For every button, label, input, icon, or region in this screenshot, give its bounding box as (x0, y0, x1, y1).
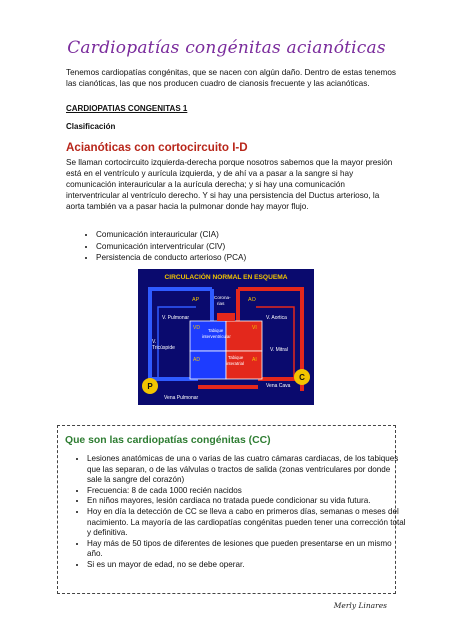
diagram-title: CIRCULACIÓN NORMAL EN ESQUEMA (164, 274, 288, 281)
definition-box (57, 425, 406, 594)
right-atrium (190, 351, 226, 379)
list-item: • En niños mayores, lesión cardiaca no tratada puede condicionar su vida futura. (87, 496, 407, 507)
label-vd: VD (193, 325, 200, 331)
label-vena-pulmonar: Vena Pulmonar (164, 395, 199, 401)
list-item: • Lesiones anatómicas de una o varias de las cuatro cámaras cardiacas, de los tabiques que las separan, o de las válvulas o tractos de salida (zonas ventriculares por donde sale la sangre del corazón) (87, 454, 407, 486)
label-v-mitral: V. Mitral (270, 347, 288, 353)
label-coronarias: Corona- (214, 295, 231, 300)
subsection-title: Clasificación (66, 122, 116, 131)
section-heading: Acianóticas con cortocircuito I-D (66, 141, 248, 154)
label-c: C (299, 373, 305, 382)
label-ap: AP (192, 297, 200, 303)
list-item: • Persistencia de conducto arterioso (PCA) (96, 252, 426, 264)
page-title: Cardiopatías congénitas acianóticas (67, 38, 386, 58)
label-coronarias-2: rias (217, 301, 225, 306)
coronary-block (217, 313, 235, 321)
defect-list (66, 229, 426, 264)
label-ao: AO (248, 297, 256, 303)
section-title: CARDIOPATIAS CONGENITAS 1 (66, 104, 188, 113)
label-v-tricuspide-2: Tricúspide (152, 345, 175, 351)
label-tabique-iv-2: interventricular (202, 334, 231, 339)
label-tabique-ia: Tabique (228, 355, 244, 360)
intro-paragraph: Tenemos cardiopatías congénitas, que se nacen con algún daño. Dentro de estas tenemos las cianóticas, las que nos producen cuadro de cianosis frecuente y las acianóticas. (66, 68, 396, 88)
list-item: • Si es un mayor de edad, no se debe operar. (87, 560, 407, 571)
label-p: P (147, 382, 153, 391)
box-heading: Que son las cardiopatías congénitas (CC) (65, 435, 271, 446)
list-item: • Comunicación interauricular (CIA) (96, 229, 426, 241)
label-ai: AI (252, 357, 257, 363)
label-v-aortica: V. Aortica (266, 315, 287, 321)
list-item: • Hoy en día la detección de CC se lleva a cabo en primeros días, semanas o meses del nacimiento. La mayoría de las cardiopatías congénitas pueden tener una corrección total y definitiva. (87, 507, 407, 539)
list-item: • Comunicación interventricular (CIV) (96, 241, 426, 253)
list-item: • Hay más de 50 tipos de diferentes de lesiones que pueden presentarse en un mismo año. (87, 539, 407, 560)
label-vi: VI (252, 325, 257, 331)
label-v-pulmonar: V. Pulmonar (162, 315, 190, 321)
circulation-diagram (138, 269, 314, 405)
body-paragraph: Se llaman cortocircuito izquierda-derecha porque nosotros sabemos que la mayor presión está en el ventrículo y aurícula izquierda, y de ahí va a pasar a la sangre si hay comunicación interauricular a la aurícula derecha; y si hay una comunicación interventricular al ventrículo derecho. Y si hay una persistencia del Ductus arterioso, la aorta también va a pasar hacia la pulmonar donde hay mayor flujo. (66, 158, 393, 211)
list-item: • Frecuencia: 8 de cada 1000 recién nacidos (87, 486, 407, 497)
author-signature: Merly Linares (333, 601, 387, 610)
definition-list (65, 454, 407, 571)
label-tabique-ia-2: interatrial (226, 361, 245, 366)
label-ad: AD (193, 357, 200, 363)
label-v-tricuspide: V. (152, 339, 157, 345)
label-vena-cava: Vena Cava (266, 383, 291, 389)
label-tabique-iv: Tabique (208, 328, 224, 333)
